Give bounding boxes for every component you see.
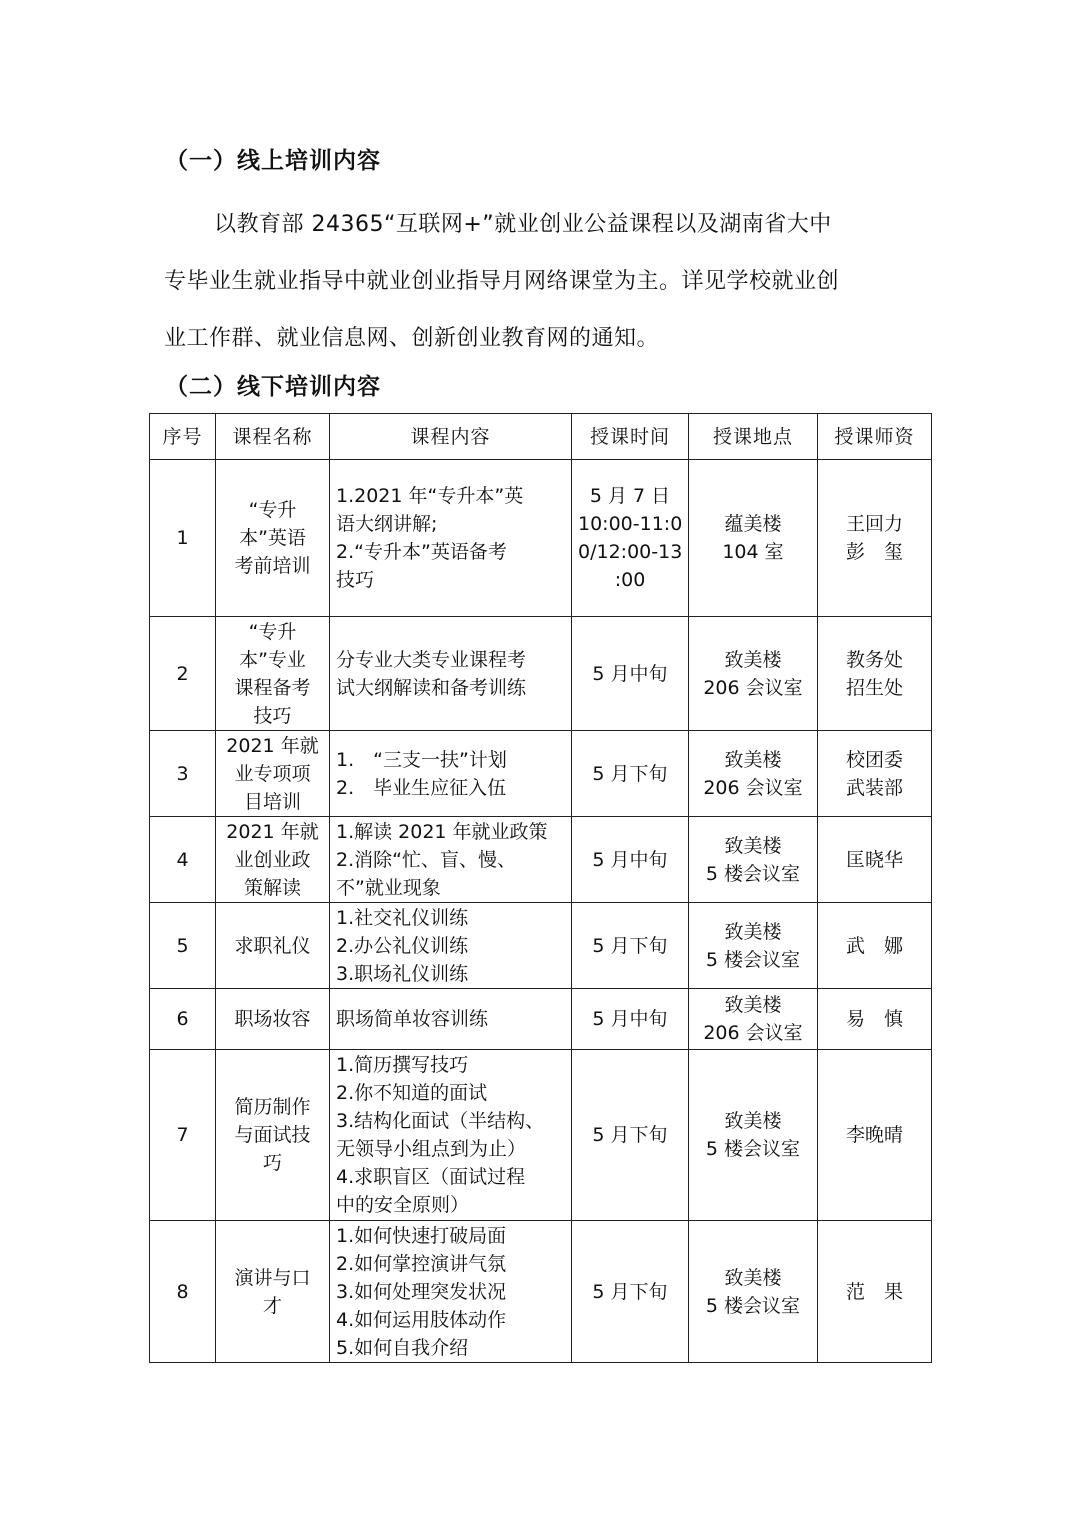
cell-teacher	[818, 989, 932, 1050]
cell-course-content-line: 2.“专升本”英语备考	[336, 541, 507, 563]
cell-location-line: 206 会议室	[703, 676, 803, 699]
cell-teacher	[818, 1221, 932, 1363]
cell-course-content-line: 中的安全原则）	[336, 1194, 470, 1216]
cell-course-name-line: 目培训	[243, 790, 301, 813]
cell-time-line: 5 月下旬	[592, 762, 668, 785]
cell-course-content	[330, 817, 572, 903]
cell-course-content-line: 分专业大类专业课程考	[336, 648, 527, 671]
table-row	[150, 817, 932, 903]
cell-course-content-line: 4.如何运用肢体动作	[336, 1308, 507, 1331]
section-heading-online: （一）线上培训内容	[165, 148, 381, 174]
cell-teacher-line: 易 慎	[845, 1008, 903, 1030]
cell-time-line: 5 月下旬	[592, 1124, 668, 1146]
cell-time	[572, 617, 689, 731]
table-row	[150, 989, 932, 1050]
cell-course-content	[330, 731, 572, 817]
cell-location-line: 5 楼会议室	[705, 948, 801, 971]
cell-course-content-line: 语大纲讲解;	[336, 513, 438, 535]
cell-course-name-line: 课程备考	[234, 676, 311, 699]
cell-location	[689, 731, 818, 817]
cell-course-content-line: 职场简单妆容训练	[336, 1008, 489, 1030]
cell-location-line: 5 楼会议室	[705, 1138, 801, 1160]
header-time: 授课时间	[572, 414, 689, 460]
cell-location-line: 206 会议室	[703, 776, 803, 799]
cell-time	[572, 817, 689, 903]
cell-no: 3	[150, 731, 216, 817]
cell-time-line: :00	[614, 569, 646, 591]
cell-location	[689, 817, 818, 903]
cell-course-content-line: 3.结构化面试（半结构、	[336, 1110, 545, 1132]
cell-course-name	[216, 617, 330, 731]
cell-teacher-line: 范 果	[845, 1280, 903, 1303]
cell-location-line: 5 楼会议室	[705, 862, 801, 885]
cell-course-name	[216, 1050, 330, 1221]
cell-course-content-line: 1.简历撰写技巧	[336, 1054, 469, 1076]
cell-course-content	[330, 617, 572, 731]
cell-course-name	[216, 903, 330, 989]
cell-course-content-line: 3.职场礼仪训练	[336, 962, 469, 985]
cell-course-name-line: 简历制作	[234, 1096, 311, 1118]
cell-course-content-line: 4.求职盲区（面试过程	[336, 1166, 526, 1188]
cell-teacher	[818, 731, 932, 817]
cell-teacher	[818, 1050, 932, 1221]
cell-course-content	[330, 903, 572, 989]
cell-location-line: 104 室	[722, 541, 784, 563]
cell-course-name-line: 策解读	[243, 876, 301, 899]
cell-course-name	[216, 989, 330, 1050]
cell-location-line: 致美楼	[724, 1110, 782, 1132]
cell-location-line: 致美楼	[724, 994, 782, 1016]
cell-course-content-line: 不”就业现象	[336, 876, 441, 899]
cell-location-line: 蕴美楼	[724, 513, 782, 535]
cell-no: 6	[150, 989, 216, 1050]
cell-course-name-line: 本”英语	[239, 527, 306, 549]
cell-course-content-line: 1.2021 年“专升本”英	[336, 485, 524, 507]
cell-time-line: 5 月中旬	[592, 848, 668, 871]
cell-course-name-line: 才	[262, 1294, 282, 1317]
cell-location-line: 致美楼	[724, 834, 782, 857]
cell-course-content-line: 1. “三支一扶”计划	[336, 748, 507, 771]
cell-time	[572, 460, 689, 617]
cell-no: 7	[150, 1050, 216, 1221]
offline-training-table	[149, 413, 932, 1363]
cell-location-line: 致美楼	[724, 1266, 782, 1289]
cell-location-line: 致美楼	[724, 748, 782, 771]
cell-course-content-line: 试大纲解读和备考训练	[336, 676, 527, 699]
cell-time	[572, 903, 689, 989]
cell-course-content-line: 无领导小组点到为止）	[336, 1138, 527, 1160]
header-location: 授课地点	[689, 414, 818, 460]
cell-course-name-line: “专升	[248, 499, 297, 521]
cell-course-name-line: 与面试技	[234, 1124, 311, 1146]
cell-time-line: 0/12:00-13	[578, 541, 683, 563]
cell-location-line: 206 会议室	[703, 1022, 803, 1044]
table-header-row	[150, 414, 932, 460]
cell-course-name-line: 演讲与口	[234, 1266, 311, 1289]
cell-location	[689, 617, 818, 731]
cell-course-content	[330, 460, 572, 617]
cell-course-name	[216, 460, 330, 617]
paragraph-line: 业工作群、就业信息网、创新创业教育网的通知。	[164, 326, 660, 351]
table-row	[150, 617, 932, 731]
online-training-paragraph	[164, 196, 924, 367]
cell-location	[689, 903, 818, 989]
cell-time-line: 5 月中旬	[592, 1008, 668, 1030]
cell-course-name-line: 考前培训	[234, 555, 311, 577]
cell-location	[689, 989, 818, 1050]
cell-teacher-line: 李晚晴	[845, 1124, 903, 1146]
cell-no: 4	[150, 817, 216, 903]
table-row	[150, 731, 932, 817]
cell-time	[572, 1050, 689, 1221]
header-course-content: 课程内容	[330, 414, 572, 460]
cell-teacher	[818, 903, 932, 989]
cell-course-content-line: 技巧	[336, 569, 375, 591]
cell-course-content-line: 1.社交礼仪训练	[336, 906, 469, 929]
cell-course-name	[216, 731, 330, 817]
header-teacher: 授课师资	[818, 414, 932, 460]
cell-no: 8	[150, 1221, 216, 1363]
cell-course-name-line: 2021 年就	[226, 820, 319, 843]
table-row	[150, 1221, 932, 1363]
table-body	[150, 460, 932, 1363]
cell-no: 5	[150, 903, 216, 989]
cell-time-line: 5 月中旬	[592, 662, 668, 685]
paragraph-line: 以教育部 24365“互联网+”就业创业公益课程以及湖南省大中	[214, 212, 832, 237]
table-row	[150, 1050, 932, 1221]
table-row	[150, 460, 932, 617]
cell-teacher-line: 教务处	[845, 648, 903, 671]
cell-course-content-line: 2. 毕业生应征入伍	[336, 776, 507, 799]
cell-course-content	[330, 1221, 572, 1363]
cell-course-content-line: 3.如何处理突发状况	[336, 1280, 507, 1303]
cell-course-content-line: 2.消除“忙、盲、慢、	[336, 848, 516, 871]
cell-course-name-line: 业创业政	[234, 848, 311, 871]
cell-course-content-line: 5.如何自我介绍	[336, 1336, 469, 1359]
cell-course-content-line: 1.如何快速打破局面	[336, 1224, 507, 1247]
cell-no: 2	[150, 617, 216, 731]
cell-course-content-line: 2.你不知道的面试	[336, 1082, 488, 1104]
paragraph-line: 专毕业生就业指导中就业创业指导月网络课堂为主。详见学校就业创	[164, 269, 840, 294]
cell-course-name-line: 业专项项	[234, 762, 311, 785]
cell-course-name-line: 本”专业	[239, 648, 306, 671]
cell-course-content-line: 1.解读 2021 年就业政策	[336, 820, 548, 843]
cell-course-content	[330, 1050, 572, 1221]
cell-no: 1	[150, 460, 216, 617]
cell-location	[689, 1050, 818, 1221]
cell-course-content	[330, 989, 572, 1050]
cell-time-line: 5 月 7 日	[589, 485, 671, 507]
cell-location	[689, 460, 818, 617]
cell-time-line: 10:00-11:0	[578, 513, 683, 535]
cell-location-line: 致美楼	[724, 920, 782, 943]
cell-time	[572, 731, 689, 817]
cell-course-name-line: 巧	[262, 1152, 282, 1174]
header-no: 序号	[150, 414, 216, 460]
cell-time	[572, 989, 689, 1050]
cell-teacher-line: 王回力	[845, 513, 903, 535]
cell-teacher-line: 武 娜	[845, 934, 903, 957]
cell-time-line: 5 月下旬	[592, 1280, 668, 1303]
cell-teacher	[818, 617, 932, 731]
cell-course-content-line: 2.如何掌控演讲气氛	[336, 1252, 507, 1275]
cell-teacher-line: 匡晓华	[845, 848, 903, 871]
cell-course-name-line: 职场妆容	[234, 1008, 311, 1030]
cell-course-name-line: “专升	[248, 620, 297, 643]
cell-course-name	[216, 1221, 330, 1363]
section-heading-offline: （二）线下培训内容	[165, 374, 381, 400]
cell-course-name-line: 2021 年就	[226, 734, 319, 757]
cell-teacher-line: 彭 玺	[845, 541, 903, 563]
cell-course-name-line: 求职礼仪	[234, 934, 311, 957]
cell-teacher	[818, 460, 932, 617]
cell-time	[572, 1221, 689, 1363]
cell-course-name	[216, 817, 330, 903]
table-row	[150, 903, 932, 989]
cell-teacher	[818, 817, 932, 903]
cell-course-content-line: 2.办公礼仪训练	[336, 934, 469, 957]
cell-teacher-line: 武装部	[845, 776, 903, 799]
cell-location-line: 5 楼会议室	[705, 1294, 801, 1317]
cell-location-line: 致美楼	[724, 648, 782, 671]
header-course-name: 课程名称	[216, 414, 330, 460]
cell-location	[689, 1221, 818, 1363]
cell-teacher-line: 招生处	[845, 676, 903, 699]
cell-course-name-line: 技巧	[253, 704, 292, 727]
cell-time-line: 5 月下旬	[592, 934, 668, 957]
cell-teacher-line: 校团委	[845, 748, 903, 771]
